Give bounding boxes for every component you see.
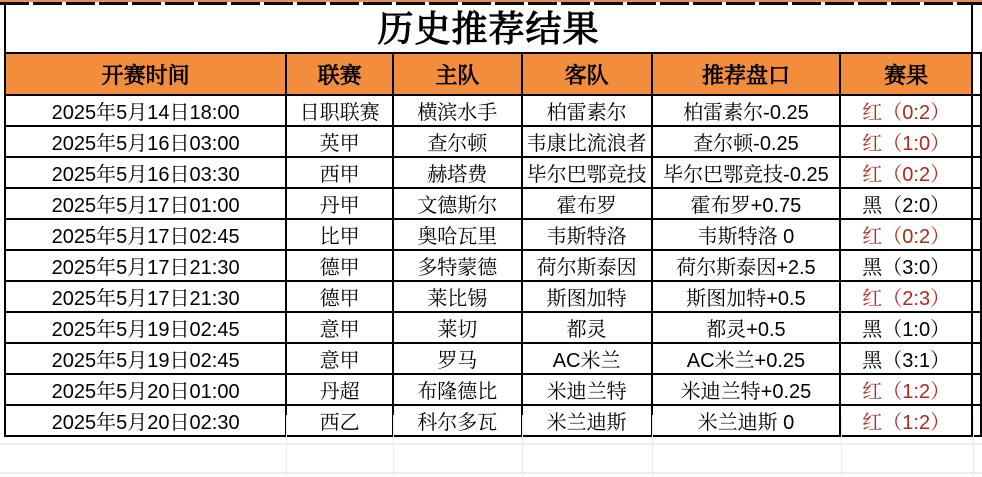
result-cell: 红（0:2）	[840, 95, 972, 126]
faint-gridline	[0, 472, 982, 474]
result-cell: 红（0:2）	[840, 157, 972, 188]
faint-gridline	[973, 415, 974, 477]
table-row	[5, 126, 981, 157]
start-time-cell: 2025年5月20日02:30	[5, 405, 286, 436]
handicap-cell: 毕尔巴鄂竞技-0.25	[652, 157, 841, 188]
handicap-cell: 都灵+0.5	[652, 312, 841, 343]
home-team-cell: 布隆德比	[393, 374, 522, 405]
league-cell: 日职联赛	[286, 95, 393, 126]
handicap-cell: AC米兰+0.25	[652, 343, 841, 374]
away-team-cell: 柏雷素尔	[522, 95, 652, 126]
empty-cell	[972, 219, 981, 250]
table-row	[5, 219, 981, 250]
away-team-cell: 韦斯特洛	[522, 219, 652, 250]
away-team-cell: 米迪兰特	[522, 374, 652, 405]
empty-cell	[972, 188, 981, 219]
handicap-cell: 柏雷素尔-0.25	[652, 95, 841, 126]
away-team-cell: AC米兰	[522, 343, 652, 374]
table-row	[5, 405, 981, 436]
league-cell: 意甲	[286, 312, 393, 343]
result-cell: 红（1:0）	[840, 126, 972, 157]
handicap-cell: 查尔顿-0.25	[652, 126, 841, 157]
handicap-cell: 米兰迪斯 0	[652, 405, 841, 436]
table-row	[5, 157, 981, 188]
faint-gridline	[393, 415, 394, 477]
away-team-cell: 荷尔斯泰因	[522, 250, 652, 281]
empty-cell	[972, 343, 981, 374]
handicap-cell: 韦斯特洛 0	[652, 219, 841, 250]
handicap-cell: 霍布罗+0.75	[652, 188, 841, 219]
away-team-cell: 都灵	[522, 312, 652, 343]
col-header-away-team: 客队	[522, 53, 652, 95]
col-header-home-team: 主队	[393, 53, 522, 95]
title-cell	[4, 5, 973, 52]
table-row	[5, 343, 981, 374]
home-team-cell: 文德斯尔	[393, 188, 522, 219]
home-team-cell: 罗马	[393, 343, 522, 374]
empty-cell	[972, 312, 981, 343]
faint-gridline	[0, 443, 982, 445]
page-title: 历史推荐结果	[377, 7, 600, 49]
away-team-cell: 霍布罗	[522, 188, 652, 219]
start-time-cell: 2025年5月16日03:30	[5, 157, 286, 188]
home-team-cell: 科尔多瓦	[393, 405, 522, 436]
league-cell: 比甲	[286, 219, 393, 250]
result-cell: 红（1:2）	[840, 405, 972, 436]
away-team-cell: 毕尔巴鄂竞技	[522, 157, 652, 188]
start-time-cell: 2025年5月17日02:45	[5, 219, 286, 250]
col-header-league: 联赛	[286, 53, 393, 95]
home-team-cell: 莱切	[393, 312, 522, 343]
empty-cell	[972, 250, 981, 281]
league-cell: 丹甲	[286, 188, 393, 219]
col-header-handicap: 推荐盘口	[652, 53, 841, 95]
header-row	[5, 53, 981, 95]
result-cell: 红（1:2）	[840, 374, 972, 405]
start-time-cell: 2025年5月14日18:00	[5, 95, 286, 126]
home-team-cell: 莱比锡	[393, 281, 522, 312]
result-cell: 红（2:3）	[840, 281, 972, 312]
league-cell: 意甲	[286, 343, 393, 374]
away-team-cell: 米兰迪斯	[522, 405, 652, 436]
empty-cell	[972, 374, 981, 405]
empty-cell	[972, 95, 981, 126]
results-table-body	[5, 95, 981, 436]
col-header-result: 赛果	[840, 53, 972, 95]
home-team-cell: 多特蒙德	[393, 250, 522, 281]
handicap-cell: 米迪兰特+0.25	[652, 374, 841, 405]
faint-gridline	[841, 415, 842, 477]
league-cell: 英甲	[286, 126, 393, 157]
table-row	[5, 188, 981, 219]
league-cell: 德甲	[286, 281, 393, 312]
table-row	[5, 374, 981, 405]
start-time-cell: 2025年5月20日01:00	[5, 374, 286, 405]
start-time-cell: 2025年5月17日21:30	[5, 250, 286, 281]
league-cell: 德甲	[286, 250, 393, 281]
table-row	[5, 95, 981, 126]
league-cell: 丹超	[286, 374, 393, 405]
col-header-start-time: 开赛时间	[5, 53, 286, 95]
faint-gridline	[286, 415, 287, 477]
result-cell: 黑（1:0）	[840, 312, 972, 343]
home-team-cell: 横滨水手	[393, 95, 522, 126]
home-team-cell: 查尔顿	[393, 126, 522, 157]
league-cell: 西甲	[286, 157, 393, 188]
away-team-cell: 韦康比流浪者	[522, 126, 652, 157]
start-time-cell: 2025年5月16日03:00	[5, 126, 286, 157]
result-cell: 黑（3:0）	[840, 250, 972, 281]
empty-cell	[972, 126, 981, 157]
table-row	[5, 312, 981, 343]
faint-gridline	[652, 415, 653, 477]
start-time-cell: 2025年5月19日02:45	[5, 312, 286, 343]
handicap-cell: 荷尔斯泰因+2.5	[652, 250, 841, 281]
league-cell: 西乙	[286, 405, 393, 436]
table-row	[5, 281, 981, 312]
start-time-cell: 2025年5月17日01:00	[5, 188, 286, 219]
start-time-cell: 2025年5月19日02:45	[5, 343, 286, 374]
empty-cell	[972, 157, 981, 188]
result-cell: 黑（2:0）	[840, 188, 972, 219]
result-cell: 黑（3:1）	[840, 343, 972, 374]
home-team-cell: 赫塔费	[393, 157, 522, 188]
result-cell: 红（0:2）	[840, 219, 972, 250]
away-team-cell: 斯图加特	[522, 281, 652, 312]
faint-gridline	[522, 415, 523, 477]
results-table	[4, 52, 982, 437]
handicap-cell: 斯图加特+0.5	[652, 281, 841, 312]
table-row	[5, 250, 981, 281]
home-team-cell: 奥哈瓦里	[393, 219, 522, 250]
start-time-cell: 2025年5月17日21:30	[5, 281, 286, 312]
empty-cell	[972, 281, 981, 312]
empty-header-cell	[972, 53, 981, 95]
